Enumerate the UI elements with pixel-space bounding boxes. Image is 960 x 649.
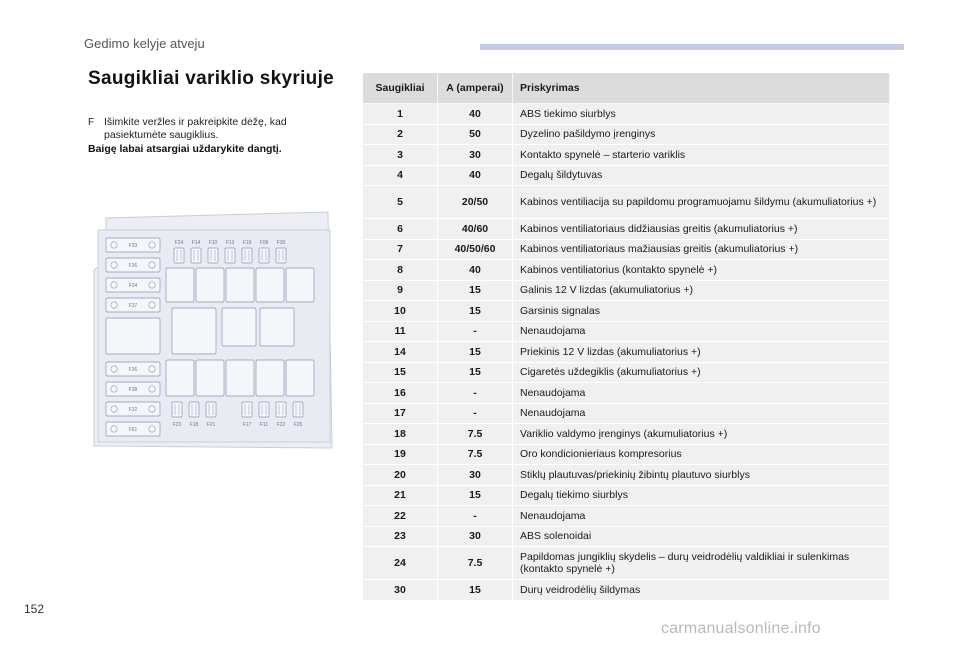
table-row	[363, 526, 890, 547]
fuse-assignment: Nenaudojama	[513, 506, 890, 527]
table-row	[363, 342, 890, 363]
fuse-assignment: Kabinos ventiliatoriaus mažiausias greitis (akumuliatorius +)	[513, 239, 890, 260]
fuse-box-diagram	[88, 210, 340, 452]
bottom-fuse-slot	[276, 402, 286, 428]
table-row	[363, 547, 890, 580]
top-fuse-slot	[225, 240, 235, 263]
fuse-number: 19	[363, 444, 438, 465]
fuse-number: 8	[363, 260, 438, 281]
fuse-amperes: -	[438, 506, 513, 527]
fuse-number: 30	[363, 580, 438, 601]
fuse-number: 7	[363, 239, 438, 260]
table-row	[363, 321, 890, 342]
fuse-number: 21	[363, 485, 438, 506]
fuse-number: 18	[363, 424, 438, 445]
fuse-number: 9	[363, 280, 438, 301]
left-fuse-slot	[106, 382, 160, 396]
table-row	[363, 260, 890, 281]
fuse-amperes: 30	[438, 145, 513, 166]
fuse-amperes: 20/50	[438, 186, 513, 219]
fuse-label: F10	[208, 240, 218, 246]
fuse-number: 16	[363, 383, 438, 404]
table-row	[363, 301, 890, 322]
fuse-amperes: 15	[438, 301, 513, 322]
fuse-amperes: 40/50/60	[438, 239, 513, 260]
fuse-assignment: Nenaudojama	[513, 403, 890, 424]
left-fuse-slot	[106, 298, 160, 312]
top-fuse-slot	[259, 240, 269, 263]
fuse-amperes: -	[438, 321, 513, 342]
top-fuse-slot	[242, 240, 252, 263]
relay-block	[226, 268, 254, 302]
fuse-number: 24	[363, 547, 438, 580]
fuse-assignment: ABS tiekimo siurblys	[513, 104, 890, 125]
fuse-number: 23	[363, 526, 438, 547]
table-row	[363, 403, 890, 424]
fuse-label: F08	[259, 240, 269, 246]
fuse-label: F37	[128, 303, 138, 309]
fuse-amperes: 15	[438, 280, 513, 301]
fuse-assignment: ABS solenoidai	[513, 526, 890, 547]
fuse-label: F23	[172, 422, 182, 428]
relay-block	[260, 308, 294, 346]
fuse-number: 14	[363, 342, 438, 363]
fuse-label: F24	[174, 240, 184, 246]
relay-block	[166, 360, 194, 396]
watermark: carmanualsonline.info	[661, 620, 821, 637]
fuse-assignment: Kabinos ventiliatorius (kontakto spynelė +)	[513, 260, 890, 281]
fuse-label: F36	[128, 367, 138, 373]
table-row	[363, 485, 890, 506]
fuse-label: F18	[189, 422, 199, 428]
header-fuse: Saugikliai	[363, 73, 438, 104]
fuse-label: F38	[128, 387, 138, 393]
left-fuse-slot	[106, 258, 160, 272]
table-header-row	[363, 73, 890, 104]
bottom-fuse-slot	[259, 402, 269, 428]
top-fuse-slot	[191, 240, 201, 263]
page-number: 152	[24, 602, 45, 616]
fuse-amperes: 40	[438, 260, 513, 281]
section-title: Saugikliai variklio skyriuje	[88, 68, 335, 89]
fuse-label: F34	[128, 283, 138, 289]
fuse-assignment: Oro kondicionieriaus kompresorius	[513, 444, 890, 465]
fuse-assignment: Garsinis signalas	[513, 301, 890, 322]
table-row	[363, 124, 890, 145]
fuse-label: F13	[225, 240, 235, 246]
bullet-marker: F	[88, 117, 95, 128]
fuse-amperes: 40	[438, 165, 513, 186]
table-row	[363, 280, 890, 301]
relay-blocks	[166, 268, 314, 396]
fuse-assignment: Nenaudojama	[513, 321, 890, 342]
fuse-assignment: Kabinos ventiliacija su papildomu programuojamu šildymu (akumuliatorius +)	[513, 186, 890, 219]
warning-text: Baigę labai atsargiai uždarykite dangtį.	[88, 143, 282, 155]
instruction	[88, 116, 328, 142]
relay-block	[166, 268, 194, 302]
table-row	[363, 186, 890, 219]
fuse-assignment: Degalų tiekimo siurblys	[513, 485, 890, 506]
top-fuse-slot	[276, 240, 286, 263]
bottom-fuse-slot	[189, 402, 199, 428]
left-fuse-slot	[106, 402, 160, 416]
table-row	[363, 165, 890, 186]
relay-block	[286, 360, 314, 396]
fuse-amperes: 30	[438, 465, 513, 486]
fuse-label: F17	[242, 422, 252, 428]
relay-block	[196, 268, 224, 302]
table-row	[363, 362, 890, 383]
fuse-assignment: Kabinos ventiliatoriaus didžiausias greitis (akumuliatorius +)	[513, 219, 890, 240]
fuse-label: F33	[128, 243, 138, 249]
relay-block	[172, 308, 216, 354]
fuse-label: F14	[191, 240, 201, 246]
fuse-assignment: Stiklų plautuvas/priekinių žibintų plautuvo siurblys	[513, 465, 890, 486]
fuse-assignment: Durų veidrodėlių šildymas	[513, 580, 890, 601]
fuse-number: 10	[363, 301, 438, 322]
fuse-assignment: Degalų šildytuvas	[513, 165, 890, 186]
fuse-number: 11	[363, 321, 438, 342]
fuse-label: F30	[276, 240, 286, 246]
fuse-table	[363, 73, 890, 601]
fuse-amperes: -	[438, 403, 513, 424]
fuse-assignment: Galinis 12 V lizdas (akumuliatorius +)	[513, 280, 890, 301]
table-row	[363, 580, 890, 601]
header-assignment: Priskyrimas	[513, 73, 890, 104]
fuse-amperes: 50	[438, 124, 513, 145]
fuse-label: F21	[206, 422, 216, 428]
fuse-amperes: 15	[438, 485, 513, 506]
fuse-number: 6	[363, 219, 438, 240]
relay-block	[222, 308, 256, 346]
fuse-amperes: 15	[438, 342, 513, 363]
fuse-number: 20	[363, 465, 438, 486]
table-row	[363, 444, 890, 465]
fuse-assignment: Cigaretės uždegiklis (akumuliatorius +)	[513, 362, 890, 383]
relay-block	[256, 360, 284, 396]
table-row	[363, 506, 890, 527]
table-row	[363, 219, 890, 240]
table-row	[363, 104, 890, 125]
fuse-number: 22	[363, 506, 438, 527]
fuse-amperes: 15	[438, 362, 513, 383]
fuse-amperes: -	[438, 383, 513, 404]
fuse-amperes: 7.5	[438, 424, 513, 445]
table-row	[363, 145, 890, 166]
fuse-number: 5	[363, 186, 438, 219]
left-fuse-slot	[106, 278, 160, 292]
fuse-number: 2	[363, 124, 438, 145]
fuse-assignment: Variklio valdymo įrenginys (akumuliatorius +)	[513, 424, 890, 445]
table-row	[363, 383, 890, 404]
fuse-label: F32	[128, 407, 138, 413]
fuse-number: 1	[363, 104, 438, 125]
fuse-amperes: 40	[438, 104, 513, 125]
relay-block	[286, 268, 314, 302]
fuse-number: 4	[363, 165, 438, 186]
fuse-assignment: Priekinis 12 V lizdas (akumuliatorius +)	[513, 342, 890, 363]
fuse-number: 17	[363, 403, 438, 424]
left-fuse-slot	[106, 362, 160, 376]
fuse-amperes: 7.5	[438, 547, 513, 580]
fuse-assignment: Nenaudojama	[513, 383, 890, 404]
top-fuse-slot	[174, 240, 184, 263]
fuse-label: F19	[242, 240, 252, 246]
fuse-assignment: Papildomas jungiklių skydelis – durų veidrodėlių valdikliai ir sulenkimas (kontakto spynelė +)	[513, 547, 890, 580]
fuse-label: F61	[128, 427, 138, 433]
left-fuse-slot	[106, 422, 160, 436]
fuse-amperes: 15	[438, 580, 513, 601]
bottom-fuse-slot	[293, 402, 303, 428]
header-bar	[480, 44, 904, 50]
fuse-amperes: 30	[438, 526, 513, 547]
relay-block	[226, 360, 254, 396]
fuse-assignment: Kontakto spynelė – starterio variklis	[513, 145, 890, 166]
fuse-amperes: 40/60	[438, 219, 513, 240]
top-fuse-slot	[208, 240, 218, 263]
instruction-text: Išimkite veržles ir pakreipkite dėžę, kad pasiektumėte saugiklius.	[104, 116, 287, 141]
bottom-fuse-slot	[206, 402, 216, 428]
left-relay-block	[106, 318, 160, 354]
header-title: Gedimo kelyje atveju	[84, 36, 205, 51]
relay-block	[256, 268, 284, 302]
fuse-number: 15	[363, 362, 438, 383]
table-row	[363, 465, 890, 486]
fuse-label: F36	[128, 263, 138, 269]
table-row	[363, 239, 890, 260]
header-amperes: A (amperai)	[438, 73, 513, 104]
fuse-amperes: 7.5	[438, 444, 513, 465]
relay-block	[196, 360, 224, 396]
left-fuse-column	[106, 238, 160, 436]
bottom-fuse-slot	[242, 402, 252, 428]
fuse-number: 3	[363, 145, 438, 166]
table-row	[363, 424, 890, 445]
bottom-fuse-slot	[172, 402, 182, 428]
left-fuse-slot	[106, 238, 160, 252]
fuse-assignment: Dyzelino pašildymo įrenginys	[513, 124, 890, 145]
fuse-label: F11	[259, 422, 269, 428]
fuse-label: F22	[276, 422, 286, 428]
fuse-label: F25	[293, 422, 303, 428]
